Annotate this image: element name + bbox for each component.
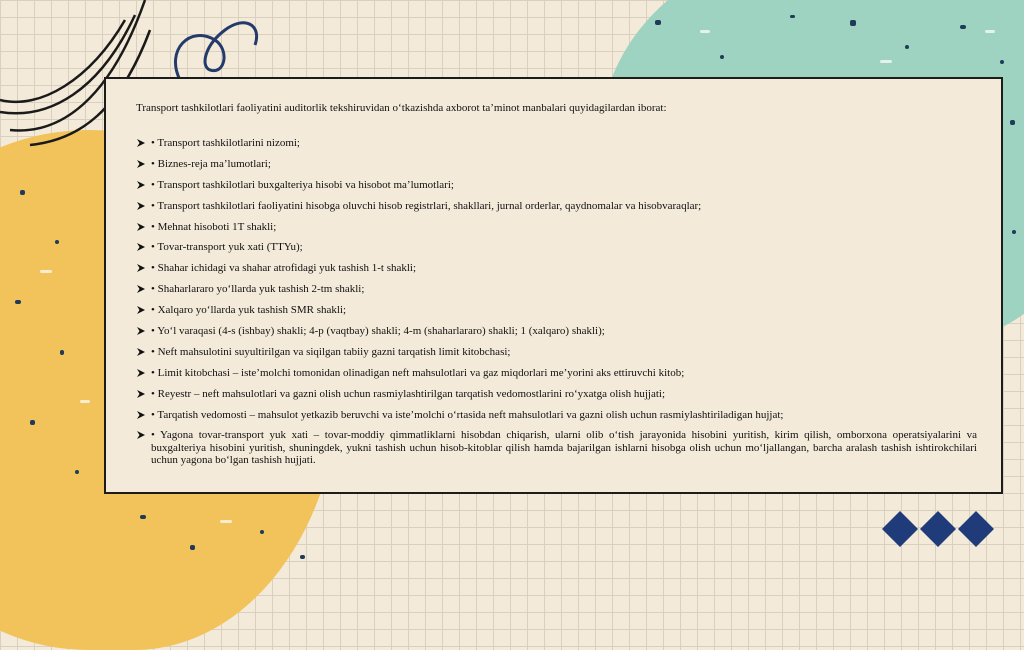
arrowhead-bullet-icon (136, 430, 146, 440)
list-item: • Reyestr – neft mahsulotlari va gazni olish uchun rasmiylashtirilgan tarqatish vedomostlarini ro‘yxatga olish hujjati; (136, 388, 977, 401)
list-item: • Tarqatish vedomosti – mahsulot yetkazib beruvchi va iste’molchi o‘rtasida neft mahsulotlari va gazni olish uchun rasmiylashtiriladigan hujjat; (136, 409, 977, 422)
list-item: • Xalqaro yo‘llarda yuk tashish SMR shakli; (136, 304, 977, 317)
diamond-icons-decoration (880, 509, 1000, 549)
list-item: • Transport tashkilotlarini nizomi; (136, 137, 977, 150)
intro-text: Transport tashkilotlari faoliyatini auditorlik tekshiruvidan o‘tkazishda axborot ta’minot manbalari quyidagilardan iborat: (136, 102, 667, 114)
list-item: • Tovar-transport yuk xati (TTYu); (136, 241, 977, 254)
diamond-icon (920, 511, 956, 547)
source-list (136, 137, 977, 467)
arrowhead-bullet-icon (136, 368, 146, 378)
arrowhead-bullet-icon (136, 263, 146, 273)
list-item: • Yo‘l varaqasi (4-s (ishbay) shakli; 4-p (vaqtbay) shakli; 4-m (shaharlararo) shakli; 1 (xalqaro) shakli); (136, 325, 977, 338)
arrowhead-bullet-icon (136, 159, 146, 169)
arrowhead-bullet-icon (136, 389, 146, 399)
arrowhead-bullet-icon (136, 305, 146, 315)
arrowhead-bullet-icon (136, 284, 146, 294)
diamond-icon (958, 511, 994, 547)
list-item: • Shahar ichidagi va shahar atrofidagi yuk tashish 1-t shakli; (136, 262, 977, 275)
arrowhead-bullet-icon (136, 138, 146, 148)
list-item: • Limit kitobchasi – iste’molchi tomonidan olinadigan neft mahsulotlari va gaz miqdorlari me’yorini aks ettiruvchi kitob; (136, 367, 977, 380)
list-item: • Shaharlararo yo‘llarda yuk tashish 2-tm shakli; (136, 283, 977, 296)
arrowhead-bullet-icon (136, 242, 146, 252)
arrowhead-bullet-icon (136, 347, 146, 357)
diamond-icon (882, 511, 918, 547)
list-item: • Neft mahsulotini suyultirilgan va siqilgan tabiiy gazni tarqatish limit kitobchasi; (136, 346, 977, 359)
arrowhead-bullet-icon (136, 410, 146, 420)
list-item: • Yagona tovar-transport yuk xati – tovar-moddiy qimmatliklarni hisobdan chiqarish, ularni olib o‘tish jarayonida hisobini yuritish, kirim qilish, omborxona operatsiyalarini va buxgalteriya hisobini yuritish, shuningdek, yukni tashish uchun hisob-kitoblar qilish hamda bajarilgan ishlarni hisobga olish uchun mo‘ljallangan, barcha aralash tashish ishtirokchilari uchun yagona bo‘lgan tashish hujjati. (136, 429, 977, 467)
list-item: • Transport tashkilotlari buxgalteriya hisobi va hisobot ma’lumotlari; (136, 179, 977, 192)
list-item: • Biznes-reja ma’lumotlari; (136, 158, 977, 171)
arrowhead-bullet-icon (136, 222, 146, 232)
arrowhead-bullet-icon (136, 180, 146, 190)
arrowhead-bullet-icon (136, 326, 146, 336)
arrowhead-bullet-icon (136, 201, 146, 211)
content-card (104, 77, 1003, 494)
list-item: • Mehnat hisoboti 1T shakli; (136, 221, 977, 234)
list-item: • Transport tashkilotlari faoliyatini hisobga oluvchi hisob registrlari, shakllari, jurnal orderlar, qaydnomalar va hisobvaraqlar; (136, 200, 977, 213)
